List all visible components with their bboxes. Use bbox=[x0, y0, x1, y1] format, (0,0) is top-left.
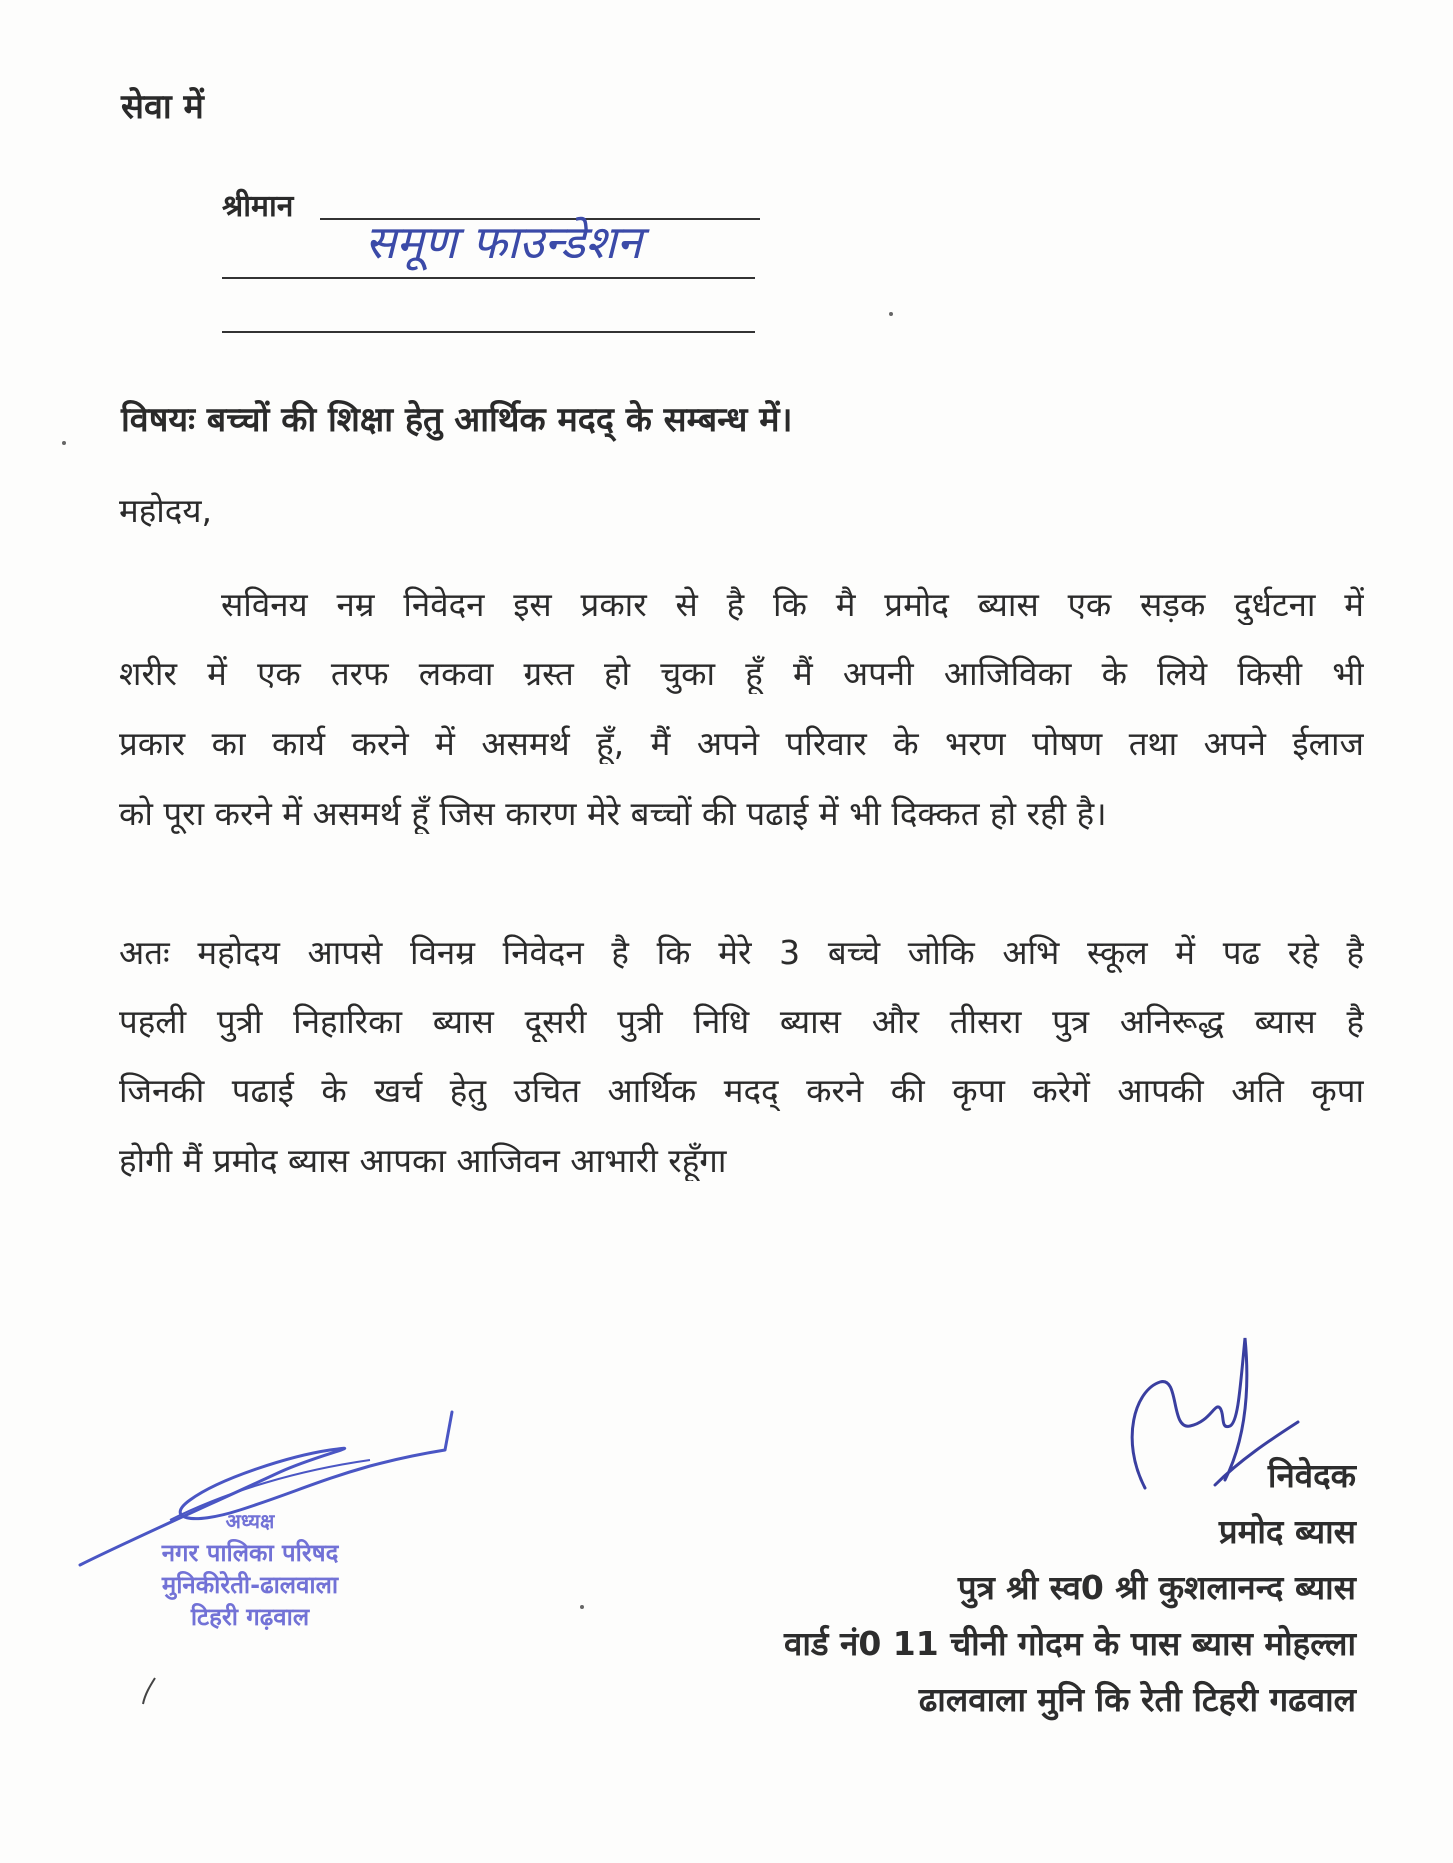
sender-address2: ढालवाला मुनि कि रेती टिहरी गढवाल bbox=[918, 1680, 1356, 1719]
sender-address1: वार्ड नं0 11 चीनी गोदम के पास ब्यास मोहल्ला bbox=[783, 1624, 1356, 1663]
speck bbox=[62, 441, 66, 445]
paragraph1-line3: प्रकार का कार्य करने में असमर्थ हूँ, मैं अपने परिवार के भरण पोषण तथा अपने ईलाज bbox=[119, 724, 1364, 763]
greeting: महोदय, bbox=[119, 491, 212, 530]
sender-name: प्रमोद ब्यास bbox=[1218, 1512, 1356, 1551]
stamp-line2: नगर पालिका परिषद bbox=[161, 1539, 339, 1567]
subject-line: विषयः बच्चों की शिक्षा हेतु आर्थिक मदद् के सम्बन्ध में। bbox=[121, 400, 793, 440]
stamp-line1: अध्यक्ष bbox=[225, 1509, 275, 1533]
paragraph1-line2: शरीर में एक तरफ लकवा ग्रस्त हो चुका हूँ मैं अपनी आजिविका के लिये किसी भी bbox=[119, 654, 1364, 693]
addressee-handwritten: समूण फाउन्डेशन bbox=[365, 215, 642, 269]
stamp-line4: टिहरी गढ़वाल bbox=[190, 1603, 310, 1631]
sender-label: निवेदक bbox=[1267, 1456, 1356, 1495]
sender-father: पुत्र श्री स्व0 श्री कुशलानन्द ब्यास bbox=[957, 1568, 1356, 1607]
sender-block bbox=[784, 1448, 1356, 1728]
paragraph2-line1: अतः महोदय आपसे विनम्र निवेदन है कि मेरे 3 बच्चे जोकि अभि स्कूल में पढ रहे है bbox=[119, 933, 1364, 972]
paragraph2-line2: पहली पुत्री निहारिका ब्यास दूसरी पुत्री निधि ब्यास और तीसरा पुत्र अनिरूद्ध ब्यास है bbox=[119, 1002, 1364, 1041]
shriman-label: श्रीमान bbox=[222, 189, 294, 224]
addressee-line-3 bbox=[222, 331, 755, 333]
stamp-line3: मुनिकीरेती-ढालवाला bbox=[161, 1571, 339, 1599]
paragraph1-line4: को पूरा करने में असमर्थ हूँ जिस कारण मेरे बच्चों की पढाई में भी दिक्कत हो रही है। bbox=[119, 794, 1107, 833]
official-stamp bbox=[120, 1505, 380, 1633]
salutation-to: सेवा में bbox=[121, 87, 204, 127]
speck bbox=[580, 1605, 584, 1609]
paragraph2-line4: होगी मैं प्रमोद ब्यास आपका आजिवन आभारी रहूँगा bbox=[119, 1141, 727, 1180]
tick-mark bbox=[140, 1676, 160, 1706]
paragraph2-line3: जिनकी पढाई के खर्च हेतु उचित आर्थिक मदद् करने की कृपा करेगें आपकी अति कृपा bbox=[119, 1071, 1364, 1110]
paragraph1-line1: सविनय नम्र निवेदन इस प्रकार से है कि मै प्रमोद ब्यास एक सड़क दुर्धटना में bbox=[221, 585, 1364, 624]
speck bbox=[889, 312, 893, 316]
addressee-line-2 bbox=[222, 277, 755, 279]
